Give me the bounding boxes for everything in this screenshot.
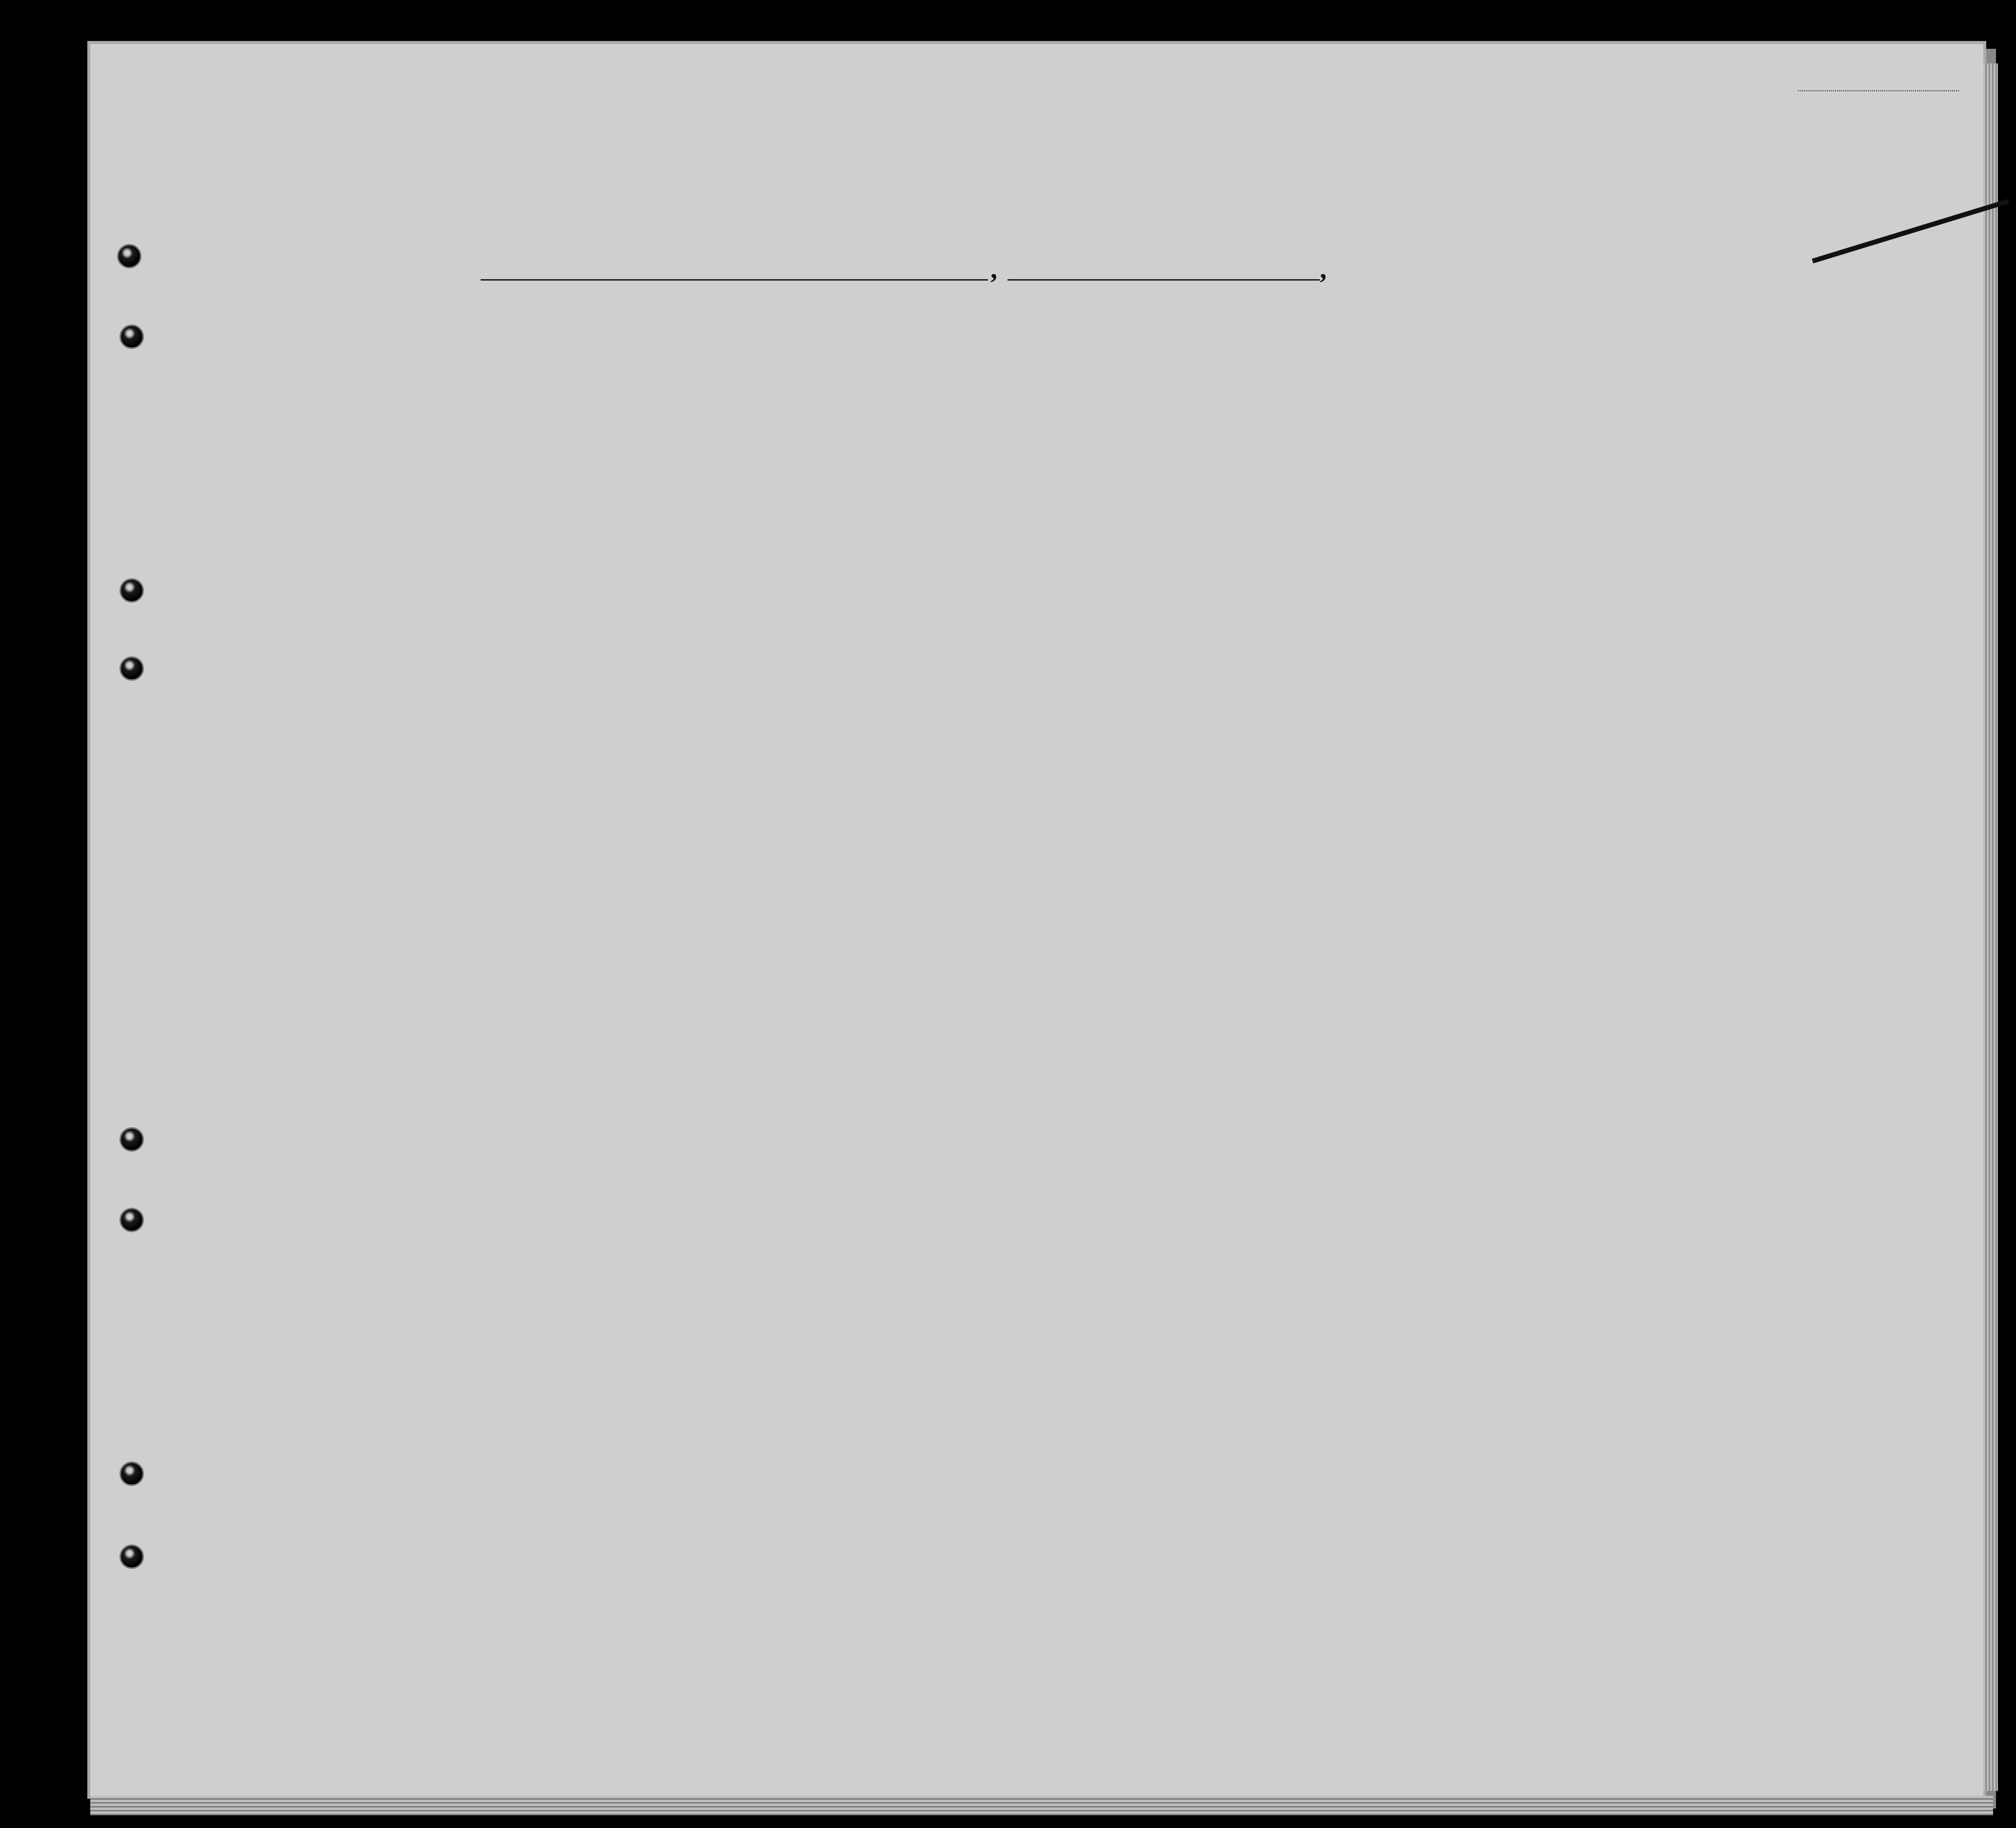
punch-hole xyxy=(120,1462,144,1486)
comma: , xyxy=(1320,254,1327,284)
manifest-sheet xyxy=(90,44,1983,1796)
punch-hole xyxy=(120,1127,144,1152)
punch-hole xyxy=(117,244,141,268)
stacked-pages-edge xyxy=(1983,63,1998,1791)
comma: , xyxy=(990,254,997,284)
table-grid xyxy=(90,44,1983,1796)
punch-hole xyxy=(120,325,144,349)
punch-hole xyxy=(120,656,144,681)
stacked-pages-bottom xyxy=(90,1796,1993,1815)
punch-hole xyxy=(120,1208,144,1232)
punch-hole xyxy=(120,1544,144,1569)
punch-hole xyxy=(120,578,144,603)
